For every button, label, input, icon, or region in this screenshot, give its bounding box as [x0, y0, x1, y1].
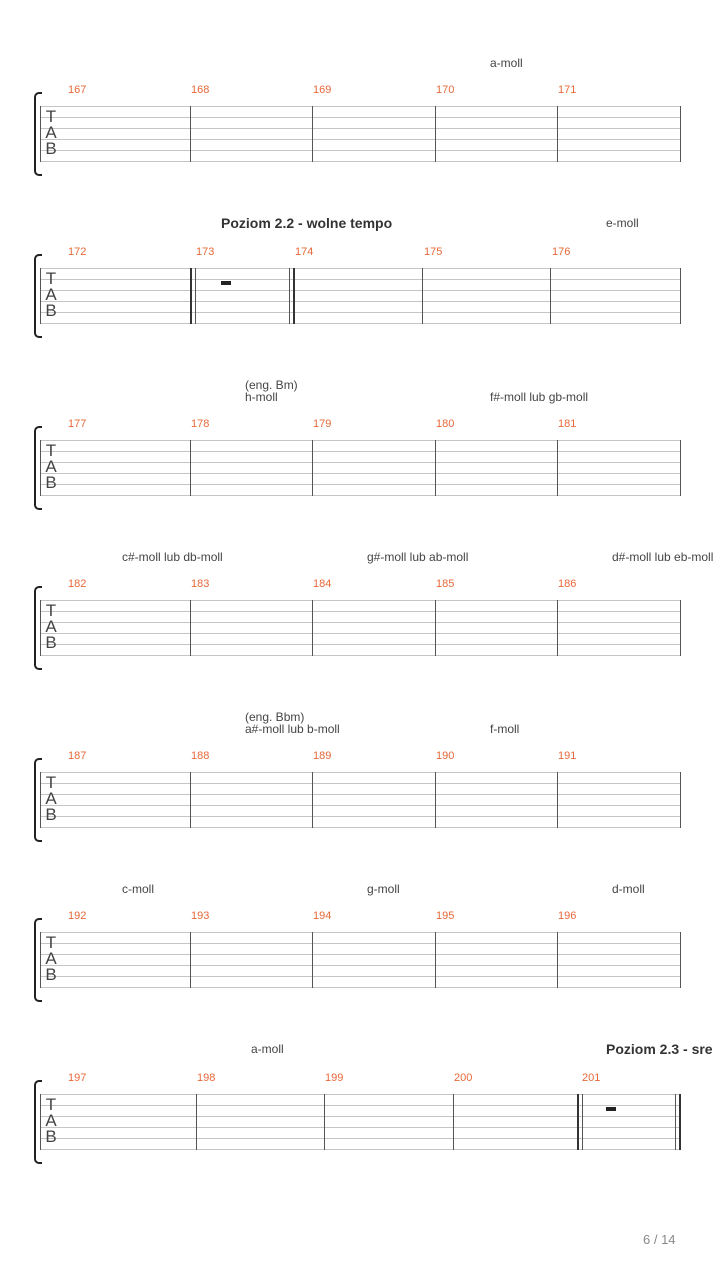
- barline: [550, 268, 551, 324]
- system-5: [0, 710, 720, 880]
- chord-label: g#-moll lub ab-moll: [367, 550, 469, 564]
- measure-number: 198: [197, 1072, 216, 1084]
- tab-clef-a: A: [45, 457, 57, 476]
- tab-clef-a: A: [45, 949, 57, 968]
- barline: [680, 600, 681, 656]
- section-heading: Poziom 2.3 - sre: [606, 1041, 713, 1057]
- barline: [557, 600, 558, 656]
- double-barline: [195, 268, 196, 324]
- system-7: [0, 1040, 720, 1210]
- tab-clef-b: B: [45, 633, 57, 652]
- barline: [557, 932, 558, 988]
- measure-number: 171: [558, 84, 577, 96]
- barline: [40, 932, 41, 988]
- tab-staff: [40, 932, 681, 988]
- chord-label: c-moll: [122, 882, 154, 896]
- section-heading: Poziom 2.2 - wolne tempo: [221, 215, 393, 231]
- barline: [312, 932, 313, 988]
- tab-clef-a: A: [45, 1111, 57, 1130]
- barline: [680, 440, 681, 496]
- chord-annotation: (eng. Bm): [245, 378, 298, 392]
- barline: [435, 772, 436, 828]
- barline: [40, 440, 41, 496]
- system-2: [0, 215, 720, 385]
- double-barline: [289, 268, 290, 324]
- tab-clef-a: A: [45, 789, 57, 808]
- barline: [312, 600, 313, 656]
- measure-number: 189: [313, 750, 332, 762]
- barline: [312, 772, 313, 828]
- system-4: [0, 550, 720, 720]
- chord-label: d-moll: [612, 882, 645, 896]
- measure-number: 186: [558, 578, 577, 590]
- barline: [557, 440, 558, 496]
- chord-label: a#-moll lub b-moll: [245, 722, 340, 736]
- tab-staff: [40, 106, 681, 162]
- tab-clef-b: B: [45, 473, 57, 492]
- chord-label: a-moll: [251, 1042, 284, 1056]
- tab-clef-a: A: [45, 123, 57, 142]
- tab-staff: [40, 600, 681, 656]
- measure-number: 167: [68, 84, 87, 96]
- whole-rest: [221, 281, 231, 285]
- barline: [40, 268, 41, 324]
- measure-number: 187: [68, 750, 87, 762]
- measure-number: 176: [552, 246, 571, 258]
- measure-number: 179: [313, 418, 332, 430]
- barline: [190, 600, 191, 656]
- double-barline: [577, 1094, 579, 1150]
- measure-number: 172: [68, 246, 87, 258]
- tab-clef-t: T: [45, 933, 57, 952]
- double-barline: [582, 1094, 583, 1150]
- measure-number: 185: [436, 578, 455, 590]
- measure-number: 174: [295, 246, 314, 258]
- tab-clef-a: A: [45, 285, 57, 304]
- measure-number: 201: [582, 1072, 601, 1084]
- system-3: [0, 378, 720, 548]
- measure-number: 192: [68, 910, 87, 922]
- measure-number: 190: [436, 750, 455, 762]
- tab-clef-t: T: [45, 773, 57, 792]
- page-indicator: 6 / 14: [643, 1232, 676, 1247]
- system-6: [0, 882, 720, 1052]
- barline: [680, 268, 681, 324]
- measure-number: 181: [558, 418, 577, 430]
- measure-number: 178: [191, 418, 210, 430]
- tab-staff: [40, 772, 681, 828]
- barline: [312, 440, 313, 496]
- measure-number: 197: [68, 1072, 87, 1084]
- barline: [190, 440, 191, 496]
- tab-staff: [40, 440, 681, 496]
- barline: [324, 1094, 325, 1150]
- chord-label: f-moll: [490, 722, 520, 736]
- double-barline: [190, 268, 192, 324]
- barline: [680, 932, 681, 988]
- tab-clef-t: T: [45, 1095, 57, 1114]
- measure-number: 177: [68, 418, 87, 430]
- barline: [40, 772, 41, 828]
- measure-number: 173: [196, 246, 215, 258]
- barline: [40, 1094, 41, 1150]
- tab-clef-b: B: [45, 805, 57, 824]
- measure-number: 191: [558, 750, 577, 762]
- measure-number: 194: [313, 910, 332, 922]
- barline: [557, 106, 558, 162]
- chord-label: f#-moll lub gb-moll: [490, 390, 589, 404]
- measure-number: 169: [313, 84, 332, 96]
- measure-number: 175: [424, 246, 443, 258]
- measure-number: 193: [191, 910, 210, 922]
- barline: [422, 268, 423, 324]
- barline: [190, 772, 191, 828]
- measure-number: 195: [436, 910, 455, 922]
- barline: [435, 106, 436, 162]
- tab-clef-t: T: [45, 107, 57, 126]
- barline: [435, 600, 436, 656]
- tab-clef-t: T: [45, 441, 57, 460]
- barline: [557, 772, 558, 828]
- tab-clef-t: T: [45, 269, 57, 288]
- tab-clef-t: T: [45, 601, 57, 620]
- chord-label: d#-moll lub eb-moll: [612, 550, 714, 564]
- tab-staff: [40, 1094, 681, 1150]
- measure-number: 184: [313, 578, 332, 590]
- tab-clef-b: B: [45, 1127, 57, 1146]
- barline: [312, 106, 313, 162]
- barline: [190, 106, 191, 162]
- tab-staff: [40, 268, 681, 324]
- measure-number: 196: [558, 910, 577, 922]
- tab-clef-b: B: [45, 301, 57, 320]
- measure-number: 199: [325, 1072, 344, 1084]
- barline: [190, 932, 191, 988]
- barline: [435, 440, 436, 496]
- barline: [453, 1094, 454, 1150]
- barline: [680, 106, 681, 162]
- chord-annotation: (eng. Bbm): [245, 710, 305, 724]
- barline: [196, 1094, 197, 1150]
- measure-number: 182: [68, 578, 87, 590]
- barline: [435, 932, 436, 988]
- system-1: [0, 55, 720, 225]
- chord-label: a-moll: [490, 56, 523, 70]
- chord-label: g-moll: [367, 882, 400, 896]
- chord-label: h-moll: [245, 390, 278, 404]
- whole-rest: [606, 1107, 616, 1111]
- measure-number: 168: [191, 84, 210, 96]
- measure-number: 170: [436, 84, 455, 96]
- double-barline: [293, 268, 295, 324]
- measure-number: 188: [191, 750, 210, 762]
- tab-clef-b: B: [45, 139, 57, 158]
- barline: [40, 600, 41, 656]
- double-barline: [675, 1094, 676, 1150]
- tab-clef-b: B: [45, 965, 57, 984]
- measure-number: 180: [436, 418, 455, 430]
- tab-clef-a: A: [45, 617, 57, 636]
- measure-number: 183: [191, 578, 210, 590]
- barline: [40, 106, 41, 162]
- double-barline: [679, 1094, 681, 1150]
- chord-label: c#-moll lub db-moll: [122, 550, 223, 564]
- measure-number: 200: [454, 1072, 473, 1084]
- barline: [680, 772, 681, 828]
- chord-label: e-moll: [606, 216, 639, 230]
